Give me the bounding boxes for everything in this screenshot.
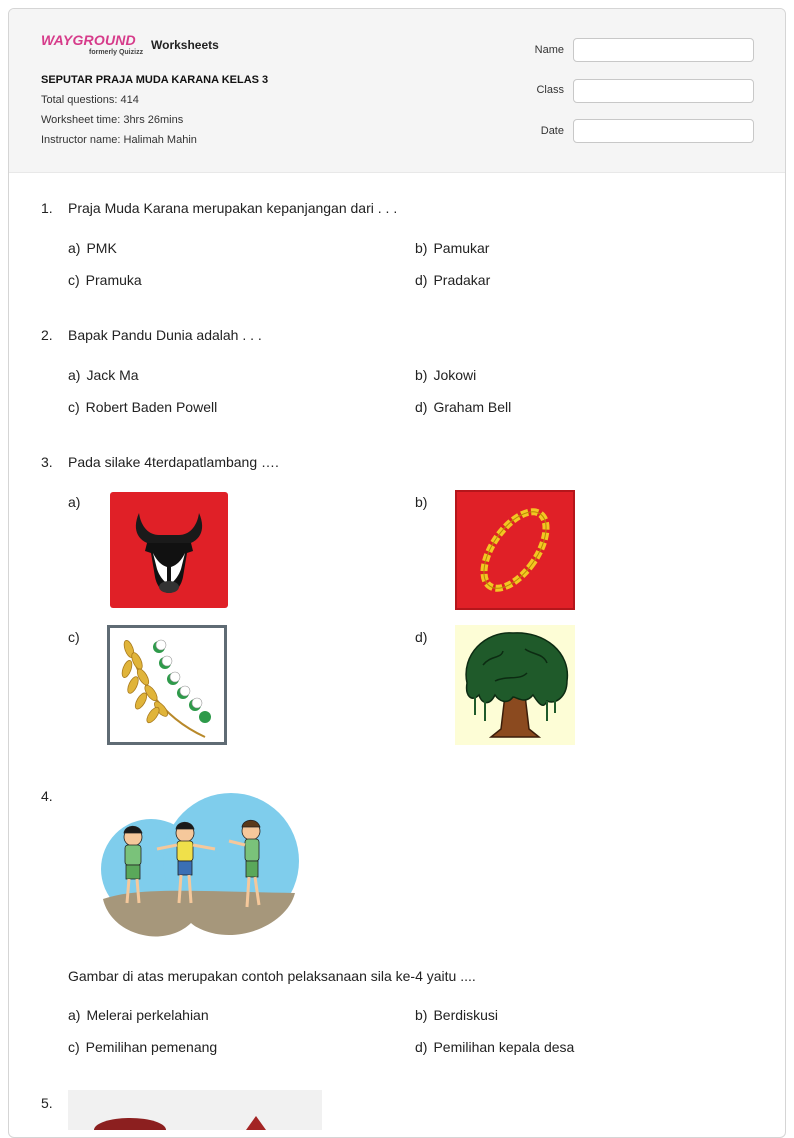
question-text: Gambar di atas merupakan contoh pelaksanaan sila ke-4 yaitu ....: [68, 968, 476, 984]
class-field[interactable]: [573, 79, 754, 103]
option-b[interactable]: [415, 240, 489, 256]
option-d[interactable]: [415, 272, 490, 288]
option-text: Pemilihan kepala desa: [433, 1039, 575, 1055]
option-c[interactable]: [68, 1039, 217, 1055]
name-field[interactable]: [573, 38, 754, 62]
wayground-logo: [41, 32, 145, 60]
option-letter: c): [68, 272, 80, 288]
option-a[interactable]: [68, 367, 139, 383]
option-d[interactable]: [415, 399, 511, 415]
option-a[interactable]: [68, 494, 86, 510]
logo-subtitle: formerly Quizizz: [89, 49, 144, 56]
question-number: 2.: [41, 327, 53, 343]
option-text: Pamukar: [433, 240, 490, 256]
option-d[interactable]: [415, 629, 433, 645]
option-b[interactable]: [415, 1007, 498, 1023]
option-d[interactable]: [415, 1039, 574, 1055]
option-letter: a): [68, 1007, 81, 1023]
question-number: 5.: [41, 1095, 53, 1111]
question-text: Praja Muda Karana merupakan kepanjangan dari . . .: [68, 200, 398, 216]
date-label: Date: [540, 125, 564, 137]
option-letter: d): [415, 272, 428, 288]
option-letter: b): [415, 494, 428, 510]
option-text: Graham Bell: [433, 399, 512, 415]
option-letter: b): [415, 1007, 428, 1023]
worksheet-page: [8, 8, 786, 1138]
option-b[interactable]: [415, 494, 433, 510]
logo-wordmark: WAYGROUND: [41, 32, 136, 48]
option-text: Jack Ma: [86, 367, 139, 383]
question-number: 3.: [41, 454, 53, 470]
option-text: Melerai perkelahian: [86, 1007, 209, 1023]
option-text: Pradakar: [433, 272, 491, 288]
option-letter: b): [415, 367, 428, 383]
banyan-tree-icon: [455, 625, 575, 745]
worksheet-time: Worksheet time: 3hrs 26mins: [41, 114, 184, 126]
children-discussing-illustration: [99, 787, 299, 939]
option-letter: d): [415, 629, 428, 645]
rice-cotton-icon: [107, 625, 227, 745]
option-text: PMK: [86, 240, 117, 256]
option-b[interactable]: [415, 367, 476, 383]
date-field[interactable]: [573, 119, 754, 143]
question-text: Bapak Pandu Dunia adalah . . .: [68, 327, 262, 343]
option-letter: a): [68, 494, 81, 510]
option-letter: b): [415, 240, 428, 256]
option-letter: c): [68, 629, 80, 645]
option-text: Berdiskusi: [433, 1007, 499, 1023]
option-letter: c): [68, 399, 80, 415]
worksheet-title: SEPUTAR PRAJA MUDA KARANA KELAS 3: [41, 74, 269, 86]
instructor-name: Instructor name: Halimah Mahin: [41, 134, 197, 146]
brand-label: Worksheets: [151, 38, 219, 52]
class-label: Class: [536, 84, 564, 96]
option-text: Pemilihan pemenang: [85, 1039, 218, 1055]
name-label: Name: [534, 44, 564, 56]
option-a[interactable]: [68, 1007, 209, 1023]
option-c[interactable]: [68, 399, 217, 415]
option-a[interactable]: [68, 240, 117, 256]
option-text: Robert Baden Powell: [85, 399, 218, 415]
emblem-illustration: [68, 1090, 322, 1130]
question-text: Pada silake 4terdapatlambang ….: [68, 454, 279, 470]
chain-icon: [455, 490, 575, 610]
option-letter: d): [415, 1039, 428, 1055]
option-c[interactable]: [68, 629, 86, 645]
option-text: Jokowi: [433, 367, 477, 383]
banteng-head-icon: [109, 491, 229, 609]
option-letter: c): [68, 1039, 80, 1055]
option-letter: d): [415, 399, 428, 415]
option-text: Pramuka: [85, 272, 142, 288]
question-number: 4.: [41, 788, 53, 804]
option-letter: a): [68, 240, 81, 256]
worksheet-header: [9, 9, 785, 173]
option-c[interactable]: [68, 272, 142, 288]
question-number: 1.: [41, 200, 53, 216]
option-letter: a): [68, 367, 81, 383]
total-questions: Total questions: 414: [41, 94, 139, 106]
